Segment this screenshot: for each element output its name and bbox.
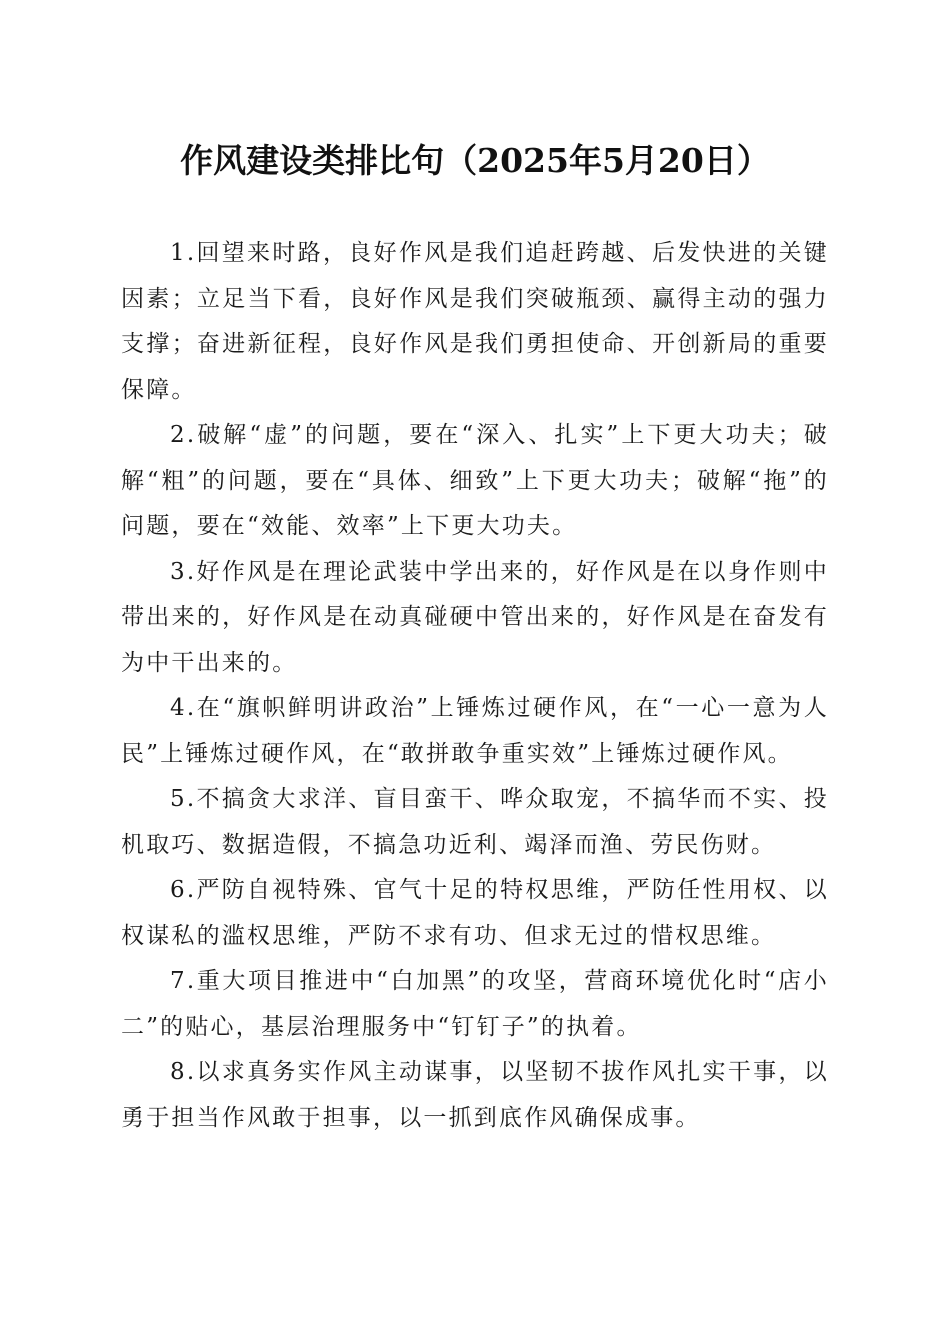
paragraph-4: 4.在“旗帜鲜明讲政治”上锤炼过硬作风，在“一心一意为人民”上锤炼过硬作风，在“敢拼敢争重实效”上锤炼过硬作风。 xyxy=(121,695,829,767)
paragraph-3: 3.好作风是在理论武装中学出来的，好作风是在以身作则中带出来的，好作风是在动真碰硬中管出来的，好作风是在奋发有为中干出来的。 xyxy=(121,558,829,676)
paragraph-5: 5.不搞贪大求洋、盲目蛮干、哗众取宠，不搞华而不实、投机取巧、数据造假，不搞急功近利、竭泽而渔、劳民伤财。 xyxy=(121,786,829,858)
paragraph-8: 8.以求真务实作风主动谋事，以坚韧不拔作风扎实干事，以勇于担当作风敢于担事，以一抓到底作风确保成事。 xyxy=(121,1059,829,1131)
document-title: 作风建设类排比句（2025年5月20日） xyxy=(180,141,770,180)
document-body xyxy=(121,231,829,1141)
paragraph-2: 2.破解“虚”的问题，要在“深入、扎实”上下更大功夫；破解“粗”的问题，要在“具体、细致”上下更大功夫；破解“拖”的问题，要在“效能、效率”上下更大功夫。 xyxy=(121,422,829,539)
paragraph-1: 1.回望来时路，良好作风是我们追赶跨越、后发快进的关键因素；立足当下看，良好作风是我们突破瓶颈、赢得主动的强力支撑；奋进新征程，良好作风是我们勇担使命、开创新局的重要保障。 xyxy=(121,240,829,403)
paragraph-7: 7.重大项目推进中“白加黑”的攻坚，营商环境优化时“店小二”的贴心，基层治理服务中“钉钉子”的执着。 xyxy=(121,968,829,1040)
paragraph-6: 6.严防自视特殊、官气十足的特权思维，严防任性用权、以权谋私的滥权思维，严防不求有功、但求无过的惜权思维。 xyxy=(121,877,829,949)
